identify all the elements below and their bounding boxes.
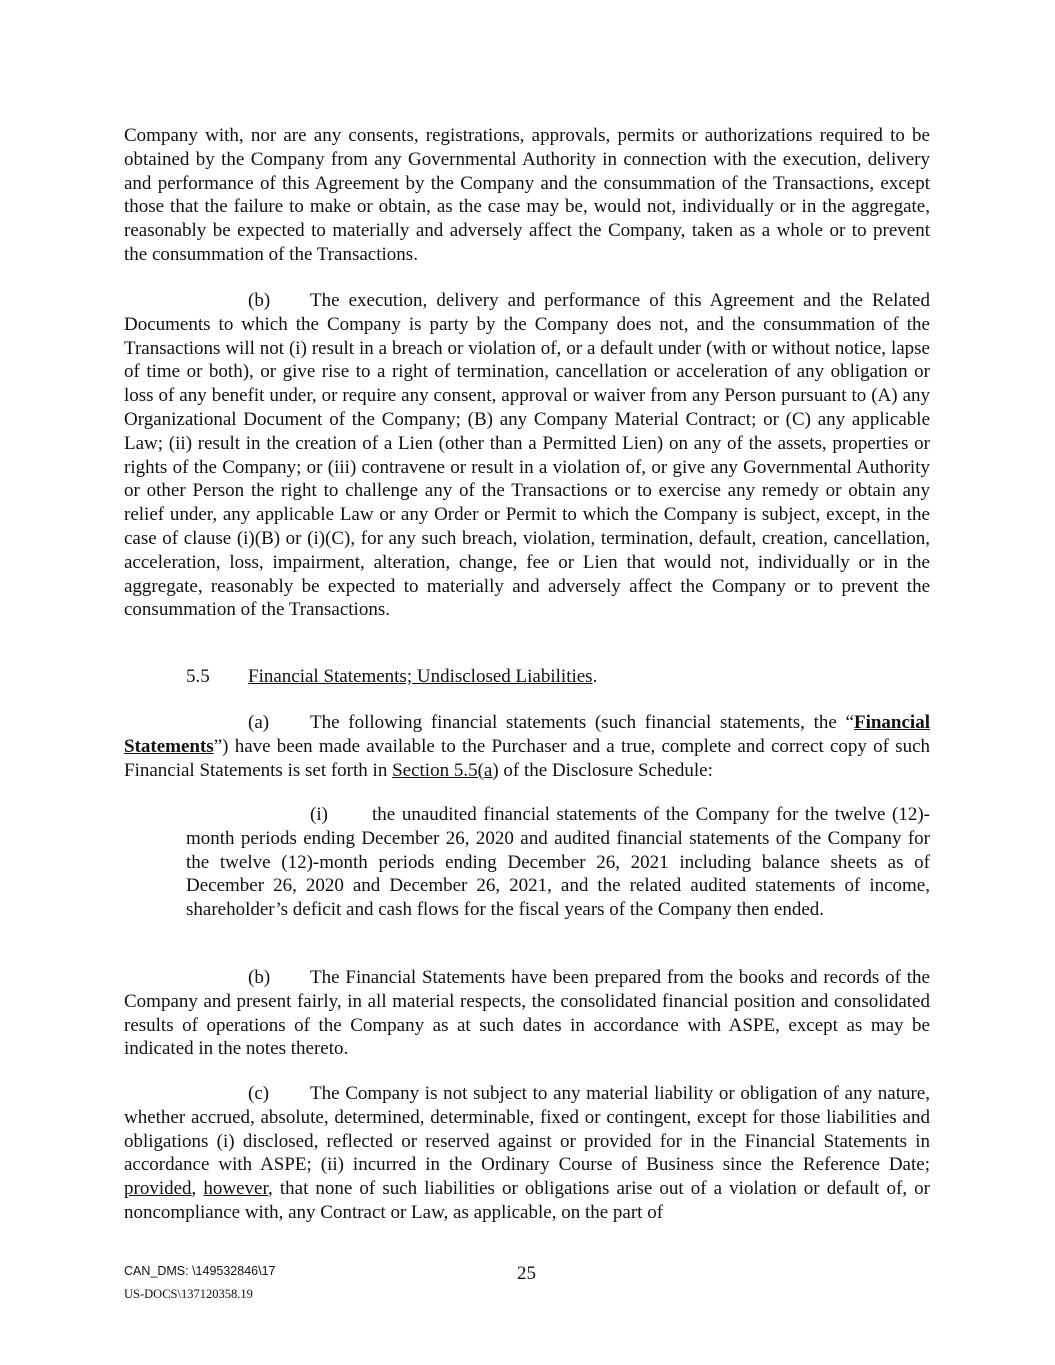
clause-label-a: (a) [248, 712, 270, 733]
paragraph-b-text: The execution, delivery and performance of this Agreement and the Related Documents to which the Company is party by the Company does not, and the consummation of the Transactions will not (i) result in a breach or violation of, or a default under (with or without notice, lapse of time or both), or give rise to a right of termination, cancellation or acceleration of any obligation or loss of any benefit under, or require any consent, approval or waiver from any Person pursuant to (A) any Organizational Document of the Company; (B) any Company Material Contract; or (C) any applicable Law; (ii) result in the creation of a Lien (other than a Permitted Lien) on any of the assets, properties or rights of the Company; or (iii) contravene or result in a violation of, or give any Governmental Authority or other Person the right to challenge any of the Transactions or to exercise any remedy or obtain any relief under, any applicable Law or any Order or Permit to which the Company is subject, except, in the case of clause (i)(B) or (i)(C), for any such breach, violation, termination, default, creation, cancellation, acceleration, loss, impairment, alteration, change, fee or Lien that would not, individually or in the aggregate, reasonably be expected to materially and adversely affect the Company or to prevent the consummation of the Transactions. [124, 290, 930, 621]
paragraph-5-5-c-text-1: The Company is not subject to any material liability or obligation of any nature, whether accrued, absolute, determined, determinable, fixed or contingent, except for those liabilities and obligations (i) disclosed, reflected or reserved against or provided for in the Financial Statements in accordance with ASPE; (ii) incurred in the Ordinary Course of Business since the Reference Date; [124, 1083, 930, 1176]
paragraph-5-5-c [124, 1082, 930, 1225]
paragraph-5-5-b-text: The Financial Statements have been prepared from the books and records of the Company and present fairly, in all material respects, the consolidated financial position and consolidated results of operations of the Company as at such dates in accordance with ASPE, except as may be indicated in the notes thereto. [124, 967, 930, 1060]
paragraph-b [124, 289, 930, 622]
clause-label-c: (c) [248, 1083, 270, 1104]
paragraph-5-5-a-i-text: the unaudited financial statements of the Company for the twelve (12)-month periods ending December 26, 2020 and audited financial statements of the Company for the twelve (12)-month periods ending December 26, 2021 including balance sheets as of December 26, 2020 and December 26, 2021, and the related audited statements of income, shareholder’s deficit and cash flows for the fiscal years of the Company then ended. [186, 804, 930, 921]
paragraph-5-5-a [124, 711, 930, 782]
paragraph-5-5-c-text-2: , that none of such liabilities or obligations arise out of a violation or default of, or noncompliance with, any Contract or Law, as applicable, on the part of [124, 1178, 930, 1223]
section-heading-5-5 [186, 665, 597, 689]
section-title: Financial Statements; Undisclosed Liabilities [248, 666, 593, 687]
section-number: 5.5 [186, 666, 210, 687]
footer-doc-id-us: US-DOCS\137120358.19 [124, 1287, 253, 1301]
clause-label-i: (i) [310, 804, 328, 825]
section-title-period: . [592, 666, 598, 687]
comma: , [191, 1178, 204, 1200]
paragraph-5-5-a-text-3: of the Disclosure Schedule: [498, 759, 713, 781]
page-number: 25 [517, 1263, 536, 1284]
clause-label-b: (b) [248, 290, 271, 311]
cross-reference-section-5-5-a: Section 5.5(a) [392, 759, 499, 781]
paragraph-5-5-b [124, 966, 930, 1061]
paragraph-5-5-a-text-2: ”) have been made available to the Purchaser and a true, complete and correct copy of such Financial Statements is set forth in [124, 735, 930, 781]
paragraph-intro-text: Company with, nor are any consents, registrations, approvals, permits or authorizations required to be obtained by the Company from any Governmental Authority in connection with the execution, delivery and performance of this Agreement by the Company and the consummation of the Transactions, except those that the failure to make or obtain, as the case may be, would not, individually or in the aggregate, reasonably be expected to materially and adversely affect the Company, taken as a whole or to prevent the consummation of the Transactions. [124, 125, 930, 265]
paragraph-5-5-a-i [186, 803, 930, 922]
paragraph-5-5-a-text-1: The following financial statements (such financial statements, the “ [310, 712, 854, 733]
clause-label-b2: (b) [248, 967, 271, 988]
defined-term-financial-statements: Financial Statements [124, 712, 930, 757]
term-however: however [203, 1178, 269, 1200]
term-provided: provided [124, 1178, 192, 1200]
paragraph-intro [124, 124, 930, 267]
footer-doc-id-can: CAN_DMS: \149532846\17 [124, 1264, 276, 1278]
